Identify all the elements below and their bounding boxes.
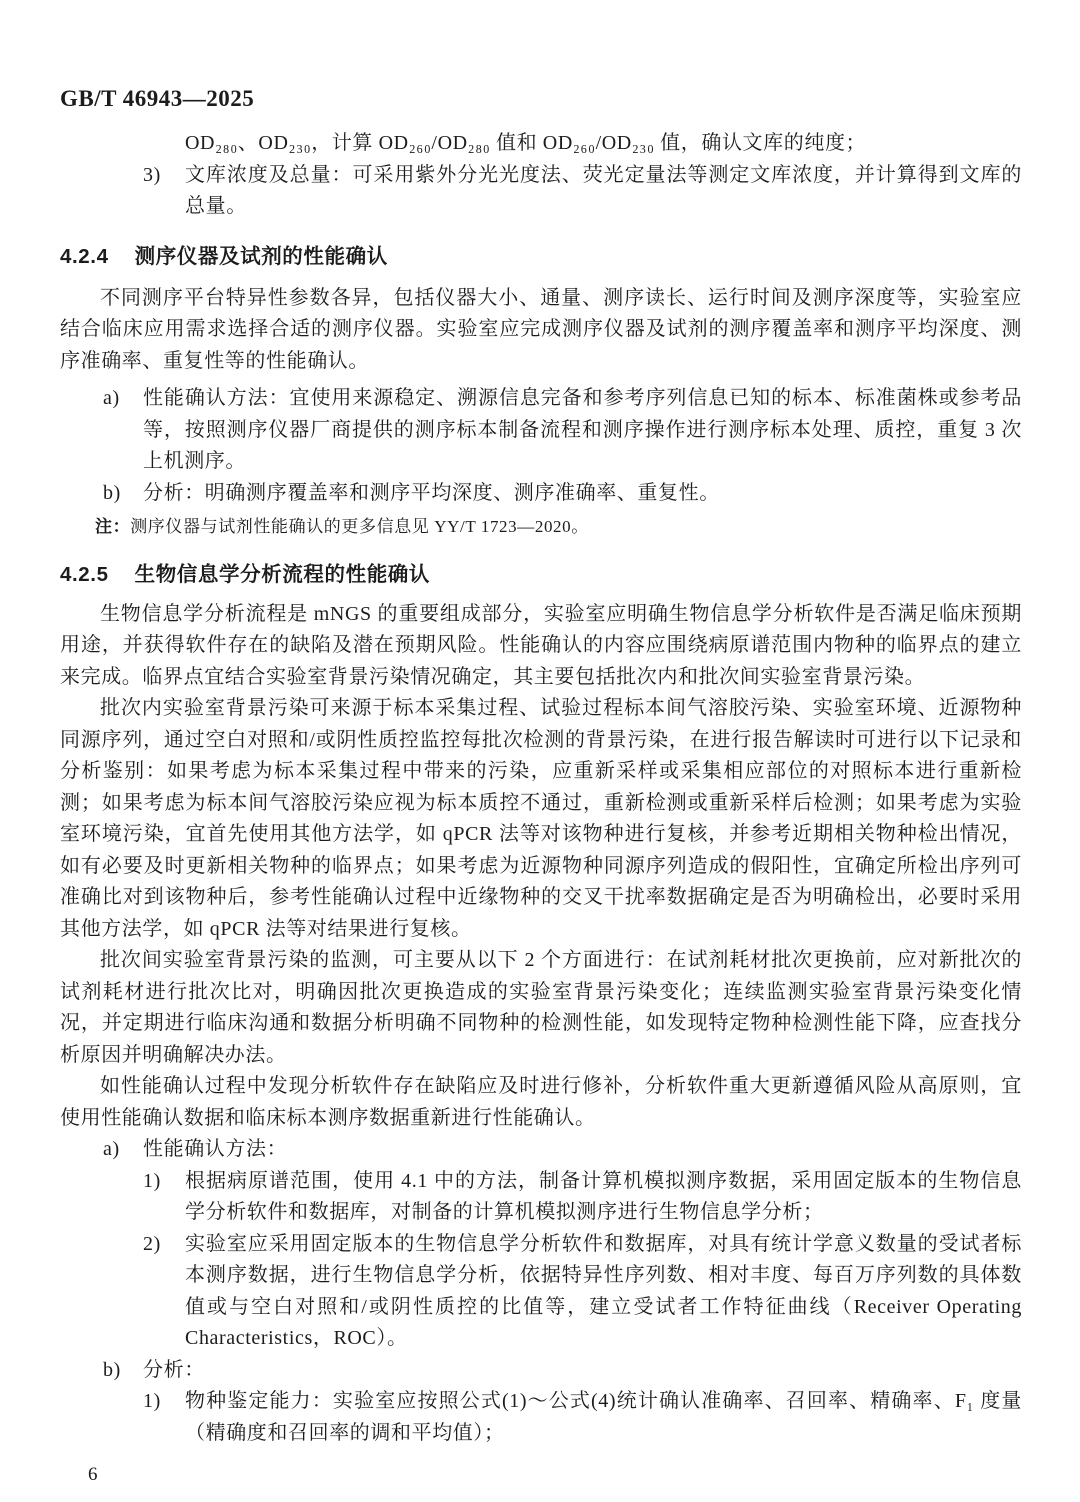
list-424 [60, 383, 1022, 509]
section-title: 测序仪器及试剂的性能确认 [134, 244, 388, 268]
list-item-a-2 [60, 1229, 1022, 1355]
paragraph: 批次内实验室背景污染可来源于标本采集过程、试验过程标本间气溶胶污染、实验室环境、近源物种同源序列，通过空白对照和/或阴性质控监控每批次检测的背景污染，在进行报告解读时可进行以下记录和分析鉴别：如果考虑为标本采集过程中带来的污染，应重新采样或采集相应部位的对照标本进行重新检测；如果考虑为标本间气溶胶污染应视为标本质控不通过，重新检测或重新采样后检测；如果考虑为实验室环境污染，宜首先使用其他方法学，如 qPCR 法等对该物种进行复核，并参考近期相关物种检出情况，如有必要及时更新相关物种的临界点；如果考虑为近源物种同源序列造成的假阳性，宜确定所检出序列可准确比对到该物种后，参考性能确认过程中近缘物种的交叉干扰率数据确定是否为明确检出，必要时采用其他方法学，如 qPCR 法等对结果进行复核。 [60, 697, 1022, 940]
list-item-text: 物种鉴定能力：实验室应按照公式(1)～公式(4)统计确认准确率、召回率、精确率、F₁ 度量（精确度和召回率的调和平均值）； [185, 1390, 1022, 1444]
list-item-number: b) [103, 1358, 121, 1381]
list-item-text: 实验室应采用固定版本的生物信息学分析软件和数据库，对具有统计学意义数量的受试者标本测序数据，进行生物信息学分析，依据特异性序列数、相对丰度、每百万序列数的具体数值或与空白对照和/或阴性质控的比值等，建立受试者工作特征曲线（Receiver Operating Characteristics，ROC）。 [185, 1232, 1022, 1349]
list-item-a [60, 1134, 1022, 1166]
note-label: 注： [95, 517, 131, 536]
paragraph: 批次间实验室背景污染的监测，可主要从以下 2 个方面进行：在试剂耗材批次更换前，应对新批次的试剂耗材进行批次比对，明确因批次更换造成的实验室背景污染变化；连续监测实验室背景污染变化情况，并定期进行临床沟通和数据分析明确不同物种的检测性能，如发现特定物种检测性能下降，应查找分析原因并明确解决办法。 [60, 949, 1022, 1066]
list-item-number: 1) [143, 1390, 161, 1412]
list-item-number: a) [103, 1138, 120, 1160]
section-number: 4.2.5 [60, 562, 109, 586]
section-title: 生物信息学分析流程的性能确认 [134, 562, 431, 586]
list-item-text: 性能确认方法： [143, 1138, 288, 1160]
section-heading-4-2-5 [60, 559, 1022, 591]
paragraph: 不同测序平台特异性参数各异，包括仪器大小、通量、测序读长、运行时间及测序深度等，实验室应结合临床应用需求选择合适的测序仪器。实验室应完成测序仪器及试剂的测序覆盖率和测序平均深度、测序准确率、重复性等的性能确认。 [60, 286, 1022, 372]
note [60, 511, 1022, 543]
list-item-number: 1) [143, 1169, 161, 1192]
list-item-number: 3) [143, 163, 161, 186]
paragraph: 生物信息学分析流程是 mNGS 的重要组成部分，实验室应明确生物信息学分析软件是否满足临床预期用途，并获得软件存在的缺陷及潜在预期风险。性能确认的内容应围绕病原谱范围内物种的临界点的建立来完成。临界点宜结合实验室背景污染情况确定，其主要包括批次内和批次间实验室背景污染。 [60, 602, 1022, 688]
continuation-line: OD₂₈₀、OD₂₃₀，计算 OD₂₆₀/OD₂₈₀ 值和 OD₂₆₀/OD₂₃₀ 值，确认文库的纯度； [185, 132, 867, 154]
list-item-text: 文库浓度及总量：可采用紫外分光光度法、荧光定量法等测定文库浓度，并计算得到文库的总量。 [185, 163, 1022, 217]
list-item-number: b) [103, 481, 121, 504]
list-item-3 [60, 160, 1022, 223]
list-item-number: a) [103, 387, 120, 409]
list-item-number: 2) [143, 1232, 161, 1255]
list-item-b [60, 1355, 1022, 1387]
list-item-text: 性能确认方法：宜使用来源稳定、溯源信息完备和参考序列信息已知的标本、标准菌株或参考品等，按照测序仪器厂商提供的测序标本制备流程和测序操作进行测序标本处理、质控，重复 3 次上机测序。 [143, 387, 1022, 472]
list-item-text: 根据病原谱范围，使用 4.1 中的方法，制备计算机模拟测序数据，采用固定版本的生物信息学分析软件和数据库，对制备的计算机模拟测序进行生物信息学分析； [185, 1169, 1022, 1223]
standard-number: GB/T 46943—2025 [60, 86, 255, 111]
note-text: 测序仪器与试剂性能确认的更多信息见 YY/T 1723—2020。 [130, 517, 589, 536]
list-item-a [60, 383, 1022, 478]
page-number: 6 [88, 1464, 99, 1485]
list-item-text: 分析： [143, 1358, 205, 1381]
paragraph: 如性能确认过程中发现分析软件存在缺陷应及时进行修补，分析软件重大更新遵循风险从高原则，宜使用性能确认数据和临床标本测序数据重新进行性能确认。 [60, 1075, 1022, 1129]
section-heading-4-2-4 [60, 241, 1022, 273]
section-number: 4.2.4 [60, 244, 109, 268]
list-item-b [60, 478, 1022, 510]
list-item-b-1 [60, 1386, 1022, 1449]
list-item-a-1 [60, 1166, 1022, 1229]
list-item-text: 分析：明确测序覆盖率和测序平均深度、测序准确率、重复性。 [143, 481, 720, 504]
